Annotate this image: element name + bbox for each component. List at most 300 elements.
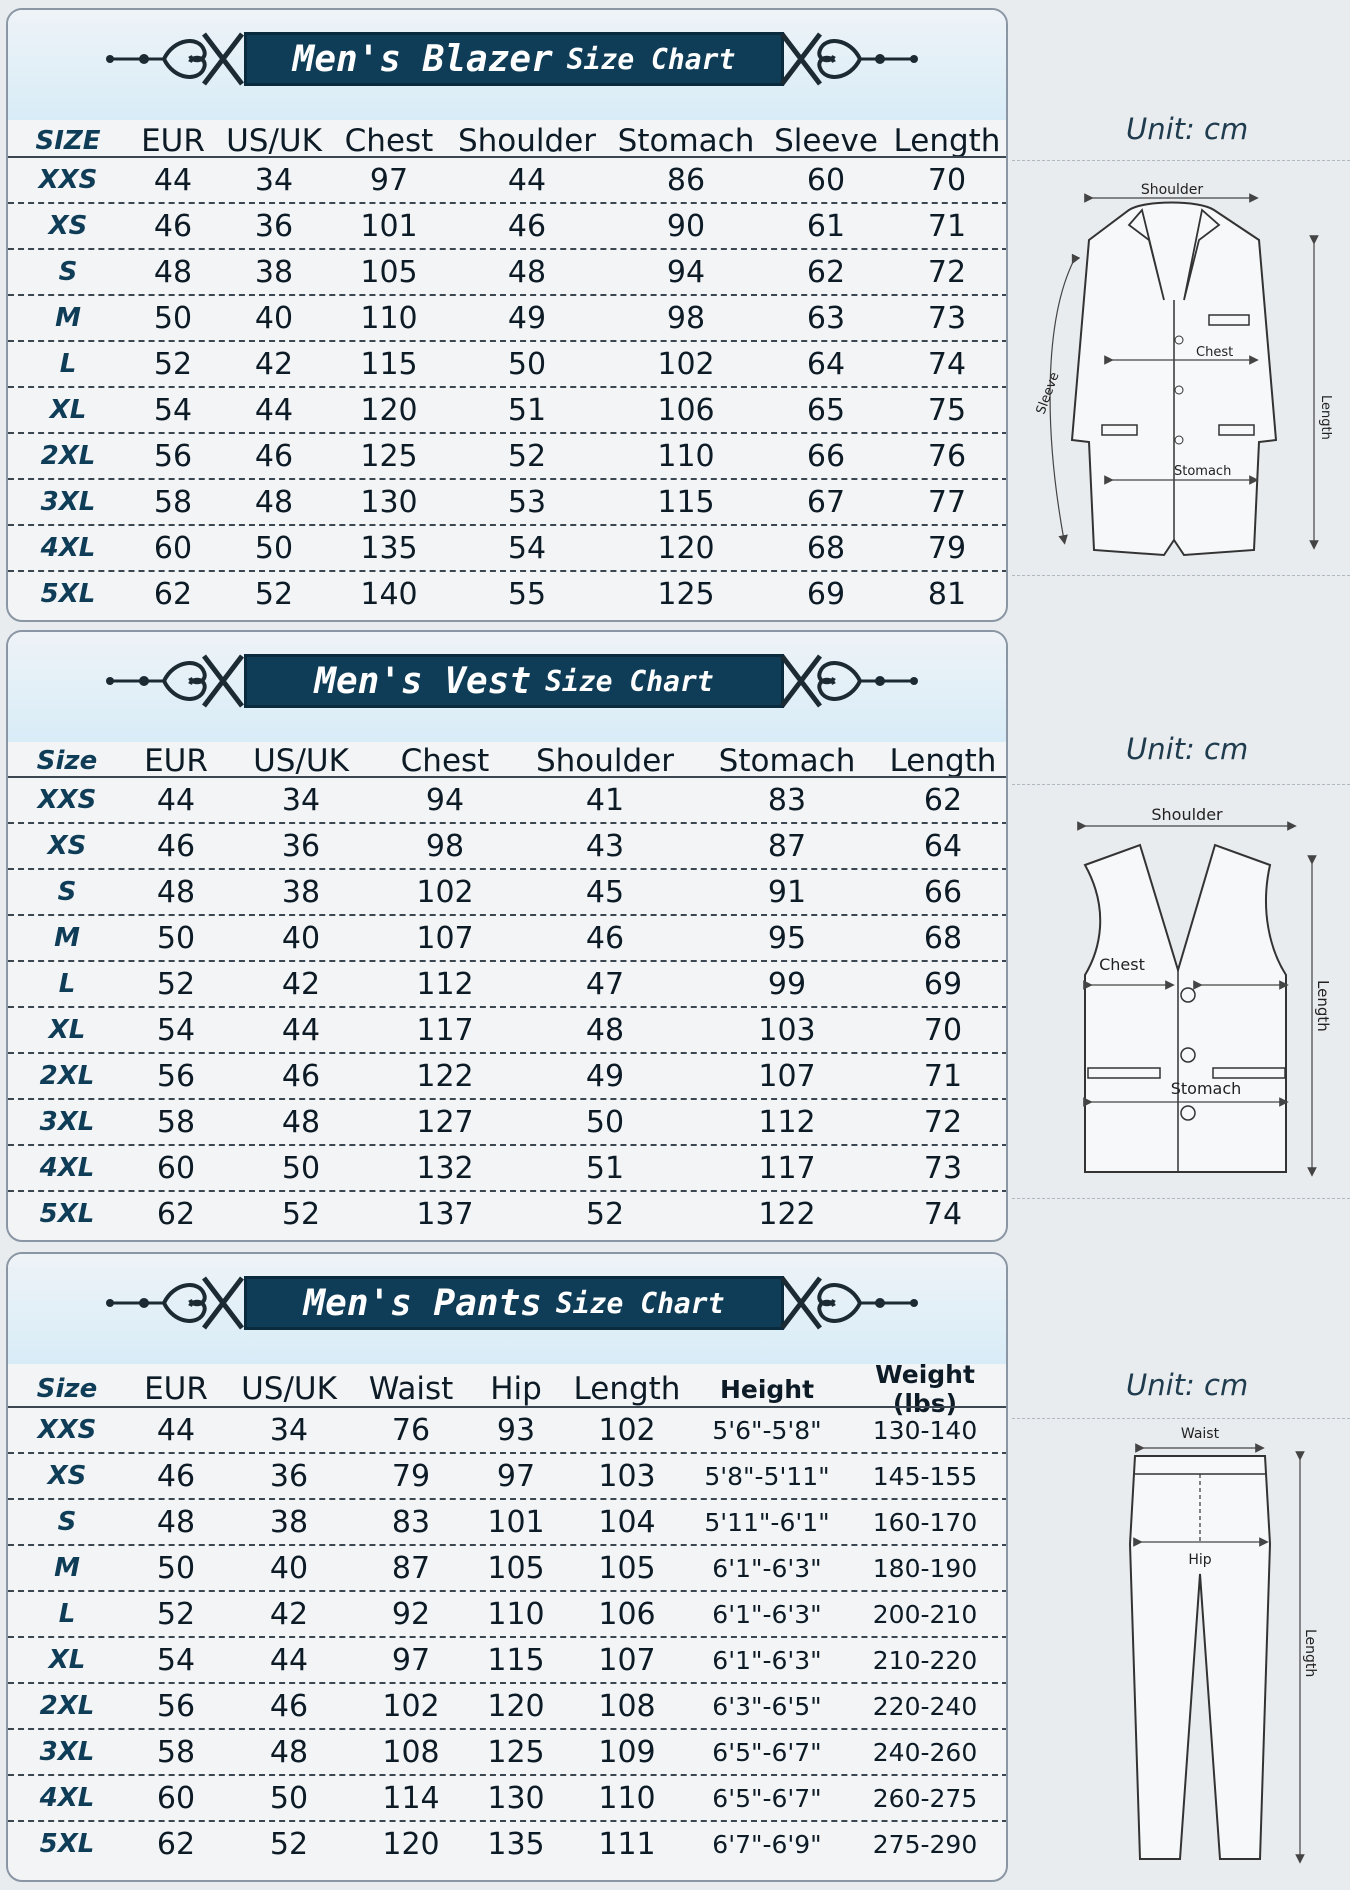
table-row	[8, 248, 1008, 294]
col-length: Length	[893, 123, 1001, 159]
table-cell: 52	[156, 1596, 196, 1632]
table-cell: 45	[585, 874, 625, 910]
table-cell: 103	[598, 1458, 656, 1494]
table-cell: 46	[585, 920, 625, 956]
table-cell: 48	[507, 254, 547, 290]
table-cell: 41	[585, 782, 625, 818]
table-cell: 54	[507, 530, 547, 566]
table-cell: 97	[391, 1642, 431, 1678]
table-cell: 180-190	[872, 1553, 978, 1583]
table-cell: 43	[585, 828, 625, 864]
table-cell: 60	[156, 1780, 196, 1816]
table-cell: 74	[923, 1196, 963, 1232]
table-cell: 111	[598, 1826, 656, 1862]
size-label: XL	[49, 395, 87, 425]
table-cell: 48	[269, 1734, 309, 1770]
table-cell: 65	[806, 392, 846, 428]
size-label: XS	[48, 211, 88, 241]
table-cell: 220-240	[872, 1691, 978, 1721]
size-label: S	[57, 877, 77, 907]
table-cell: 6'1"-6'3"	[712, 1553, 822, 1583]
vest-title: Men's Vest	[314, 660, 532, 702]
table-cell: 130	[360, 484, 418, 520]
pants-label-length: Length	[1302, 1629, 1318, 1678]
table-cell: 6'7"-6'9"	[712, 1829, 822, 1859]
table-cell: 62	[156, 1196, 196, 1232]
table-cell: 102	[657, 346, 715, 382]
table-cell: 61	[806, 208, 846, 244]
table-cell: 240-260	[872, 1737, 978, 1767]
blazer-label-sleeve: Sleeve	[1033, 370, 1063, 417]
table-cell: 115	[360, 346, 418, 382]
table-cell: 135	[487, 1826, 545, 1862]
table-cell: 50	[269, 1780, 309, 1816]
table-row	[8, 1406, 1008, 1452]
size-label: 2XL	[39, 1691, 95, 1721]
pants-label-hip: Hip	[1188, 1552, 1212, 1568]
table-row	[8, 1006, 1008, 1052]
table-cell: 6'5"-6'7"	[712, 1783, 822, 1813]
table-cell: 50	[156, 1550, 196, 1586]
table-cell: 114	[382, 1780, 440, 1816]
size-label: XL	[48, 1015, 86, 1045]
table-row	[8, 524, 1008, 570]
size-label: M	[54, 923, 80, 953]
table-cell: 44	[156, 782, 196, 818]
table-cell: 48	[153, 254, 193, 290]
pants-unit: Unit: cm	[1126, 1368, 1249, 1402]
table-cell: 34	[281, 782, 321, 818]
size-label: M	[55, 303, 81, 333]
table-cell: 107	[598, 1642, 656, 1678]
table-cell: 40	[269, 1550, 309, 1586]
table-cell: 107	[416, 920, 474, 956]
table-cell: 53	[507, 484, 547, 520]
table-cell: 93	[496, 1412, 536, 1448]
table-cell: 52	[507, 438, 547, 474]
table-cell: 44	[269, 1642, 309, 1678]
table-cell: 48	[254, 484, 294, 520]
table-cell: 48	[281, 1104, 321, 1140]
table-row	[8, 1098, 1008, 1144]
size-label: L	[58, 1599, 76, 1629]
vest-label-length: Length	[1314, 980, 1332, 1032]
table-cell: 92	[391, 1596, 431, 1632]
table-cell: 56	[153, 438, 193, 474]
table-cell: 122	[416, 1058, 474, 1094]
vest-table-body	[8, 776, 1008, 1236]
table-cell: 79	[927, 530, 967, 566]
size-label: 2XL	[40, 441, 96, 471]
blazer-label-chest: Chest	[1196, 345, 1234, 360]
table-cell: 110	[360, 300, 418, 336]
table-row	[8, 1498, 1008, 1544]
table-cell: 72	[927, 254, 967, 290]
table-cell: 51	[585, 1150, 625, 1186]
table-cell: 102	[416, 874, 474, 910]
table-cell: 46	[507, 208, 547, 244]
size-label: S	[57, 1507, 77, 1537]
pants-title: Men's Pants	[303, 1282, 542, 1324]
table-cell: 62	[153, 576, 193, 612]
col-shoulder: Shoulder	[535, 743, 675, 779]
size-label: XXS	[38, 165, 98, 195]
table-cell: 62	[156, 1826, 196, 1862]
table-cell: 91	[767, 874, 807, 910]
table-cell: 44	[254, 392, 294, 428]
table-cell: 49	[507, 300, 547, 336]
table-cell: 46	[269, 1688, 309, 1724]
size-label: XS	[47, 831, 87, 861]
vest-header	[8, 632, 1006, 742]
table-cell: 97	[369, 162, 409, 198]
table-cell: 40	[254, 300, 294, 336]
table-row	[8, 202, 1008, 248]
table-row	[8, 1774, 1008, 1820]
table-cell: 47	[585, 966, 625, 1002]
table-cell: 58	[156, 1104, 196, 1140]
table-row	[8, 294, 1008, 340]
table-cell: 117	[416, 1012, 474, 1048]
table-cell: 46	[153, 208, 193, 244]
col-usuk: US/UK	[253, 743, 349, 779]
table-cell: 48	[156, 1504, 196, 1540]
table-cell: 44	[507, 162, 547, 198]
vest-diagram-bottom-divider	[1012, 1198, 1350, 1199]
table-cell: 34	[254, 162, 294, 198]
size-label: 4XL	[40, 533, 96, 563]
table-cell: 109	[598, 1734, 656, 1770]
table-cell: 50	[156, 920, 196, 956]
table-cell: 73	[927, 300, 967, 336]
table-cell: 112	[416, 966, 474, 1002]
size-label: 3XL	[39, 1107, 95, 1137]
size-label: S	[58, 257, 78, 287]
table-cell: 115	[487, 1642, 545, 1678]
table-cell: 67	[806, 484, 846, 520]
table-cell: 210-220	[872, 1645, 978, 1675]
size-label: XXS	[37, 785, 97, 815]
table-cell: 110	[487, 1596, 545, 1632]
table-cell: 102	[598, 1412, 656, 1448]
table-cell: 52	[254, 576, 294, 612]
table-cell: 55	[507, 576, 547, 612]
col-usuk: US/UK	[241, 1371, 337, 1407]
table-cell: 52	[153, 346, 193, 382]
table-cell: 50	[254, 530, 294, 566]
table-row	[8, 822, 1008, 868]
table-cell: 90	[666, 208, 706, 244]
table-cell: 160-170	[872, 1507, 978, 1537]
table-row	[8, 432, 1008, 478]
vest-label-stomach: Stomach	[1170, 1079, 1242, 1098]
blazer-diagram	[1014, 170, 1334, 569]
table-cell: 97	[496, 1458, 536, 1494]
col-eur: EUR	[144, 743, 208, 779]
pants-header	[8, 1254, 1006, 1364]
table-row	[8, 1820, 1008, 1866]
table-cell: 46	[281, 1058, 321, 1094]
table-cell: 127	[416, 1104, 474, 1140]
flourish-left-icon	[104, 650, 244, 712]
vest-diagram-top-divider	[1012, 784, 1350, 785]
table-cell: 95	[767, 920, 807, 956]
table-cell: 60	[153, 530, 193, 566]
size-label: 2XL	[39, 1061, 95, 1091]
table-cell: 64	[923, 828, 963, 864]
table-cell: 66	[923, 874, 963, 910]
table-cell: 104	[598, 1504, 656, 1540]
table-cell: 50	[507, 346, 547, 382]
table-cell: 110	[657, 438, 715, 474]
blazer-unit: Unit: cm	[1126, 112, 1249, 146]
blazer-title-banner	[244, 32, 784, 86]
table-cell: 135	[360, 530, 418, 566]
vest-unit: Unit: cm	[1126, 732, 1249, 766]
table-cell: 83	[767, 782, 807, 818]
table-cell: 275-290	[872, 1829, 978, 1859]
col-length: Length	[889, 743, 997, 779]
col-shoulder: Shoulder	[457, 123, 597, 159]
table-cell: 52	[585, 1196, 625, 1232]
table-cell: 99	[767, 966, 807, 1002]
table-cell: 56	[156, 1058, 196, 1094]
size-label: 5XL	[39, 1199, 95, 1229]
table-cell: 69	[923, 966, 963, 1002]
size-label: XXS	[37, 1415, 97, 1445]
table-cell: 6'1"-6'3"	[712, 1645, 822, 1675]
table-cell: 63	[806, 300, 846, 336]
table-row	[8, 570, 1008, 616]
table-cell: 108	[598, 1688, 656, 1724]
table-cell: 54	[153, 392, 193, 428]
table-row	[8, 1190, 1008, 1236]
table-cell: 120	[487, 1688, 545, 1724]
table-cell: 48	[585, 1012, 625, 1048]
table-cell: 38	[254, 254, 294, 290]
table-cell: 46	[156, 1458, 196, 1494]
table-cell: 48	[156, 874, 196, 910]
table-cell: 62	[806, 254, 846, 290]
col-waist: Waist	[368, 1371, 454, 1407]
col-size: SIZE	[35, 126, 101, 156]
table-cell: 50	[281, 1150, 321, 1186]
table-cell: 122	[758, 1196, 816, 1232]
flourish-right-icon	[780, 28, 920, 90]
col-length: Length	[573, 1371, 681, 1407]
table-cell: 44	[281, 1012, 321, 1048]
table-cell: 83	[391, 1504, 431, 1540]
blazer-table-body	[8, 156, 1008, 616]
vest-title-banner	[244, 654, 784, 708]
table-cell: 79	[391, 1458, 431, 1494]
table-cell: 117	[758, 1150, 816, 1186]
table-cell: 77	[927, 484, 967, 520]
table-row	[8, 386, 1008, 432]
table-cell: 6'3"-6'5"	[712, 1691, 822, 1721]
table-cell: 112	[758, 1104, 816, 1140]
pants-table-body	[8, 1406, 1008, 1866]
table-cell: 71	[923, 1058, 963, 1094]
table-cell: 52	[281, 1196, 321, 1232]
table-cell: 106	[598, 1596, 656, 1632]
table-row	[8, 478, 1008, 524]
table-cell: 140	[360, 576, 418, 612]
table-row	[8, 1636, 1008, 1682]
table-cell: 200-210	[872, 1599, 978, 1629]
table-cell: 125	[487, 1734, 545, 1770]
table-cell: 76	[927, 438, 967, 474]
table-cell: 38	[281, 874, 321, 910]
table-cell: 44	[156, 1412, 196, 1448]
table-cell: 87	[391, 1550, 431, 1586]
table-cell: 105	[360, 254, 418, 290]
table-row	[8, 340, 1008, 386]
table-row	[8, 1728, 1008, 1774]
table-cell: 68	[806, 530, 846, 566]
table-cell: 52	[269, 1826, 309, 1862]
col-hip: Hip	[490, 1371, 542, 1407]
table-cell: 40	[281, 920, 321, 956]
table-cell: 86	[666, 162, 706, 198]
table-row	[8, 1052, 1008, 1098]
table-cell: 98	[425, 828, 465, 864]
size-label: L	[58, 969, 76, 999]
table-cell: 50	[153, 300, 193, 336]
table-cell: 69	[806, 576, 846, 612]
table-cell: 102	[382, 1688, 440, 1724]
table-cell: 56	[156, 1688, 196, 1724]
table-cell: 130-140	[872, 1415, 978, 1445]
size-label: XS	[47, 1461, 87, 1491]
table-cell: 106	[657, 392, 715, 428]
flourish-left-icon	[104, 1272, 244, 1334]
table-cell: 42	[254, 346, 294, 382]
table-cell: 120	[657, 530, 715, 566]
col-size: Size	[36, 746, 98, 776]
table-cell: 132	[416, 1150, 474, 1186]
size-label: 3XL	[39, 1737, 95, 1767]
vest-panel	[6, 630, 1008, 1242]
table-cell: 68	[923, 920, 963, 956]
col-usuk: US/UK	[226, 123, 322, 159]
table-cell: 72	[923, 1104, 963, 1140]
table-cell: 87	[767, 828, 807, 864]
table-cell: 105	[598, 1550, 656, 1586]
pants-title-sub: Size Chart	[555, 1286, 725, 1320]
table-cell: 81	[927, 576, 967, 612]
table-cell: 120	[382, 1826, 440, 1862]
table-cell: 42	[281, 966, 321, 1002]
table-cell: 70	[923, 1012, 963, 1048]
table-row	[8, 868, 1008, 914]
flourish-right-icon	[780, 1272, 920, 1334]
table-cell: 137	[416, 1196, 474, 1232]
col-stomach: Stomach	[718, 743, 856, 779]
vest-title-sub: Size Chart	[545, 664, 714, 698]
table-row	[8, 776, 1008, 822]
size-label: L	[59, 349, 77, 379]
size-label: 5XL	[39, 1829, 95, 1859]
col-height: Height	[719, 1374, 815, 1404]
table-cell: 6'5"-6'7"	[712, 1737, 822, 1767]
blazer-diagram-bottom-divider	[1012, 575, 1350, 576]
table-cell: 36	[254, 208, 294, 244]
table-cell: 36	[269, 1458, 309, 1494]
table-cell: 76	[391, 1412, 431, 1448]
table-cell: 5'11"-6'1"	[704, 1507, 830, 1537]
table-cell: 54	[156, 1012, 196, 1048]
table-cell: 5'6"-5'8"	[712, 1415, 822, 1445]
table-cell: 50	[585, 1104, 625, 1140]
col-sleeve: Sleeve	[774, 123, 878, 159]
size-label: 4XL	[39, 1783, 95, 1813]
col-eur: EUR	[141, 123, 205, 159]
table-cell: 110	[598, 1780, 656, 1816]
col-weight: Weight (lbs)	[875, 1360, 975, 1418]
table-cell: 108	[382, 1734, 440, 1770]
table-row	[8, 1144, 1008, 1190]
table-cell: 46	[156, 828, 196, 864]
table-row	[8, 1544, 1008, 1590]
table-cell: 46	[254, 438, 294, 474]
vest-diagram	[1060, 800, 1340, 1194]
table-cell: 52	[156, 966, 196, 1002]
table-cell: 36	[281, 828, 321, 864]
table-cell: 74	[927, 346, 967, 382]
table-cell: 44	[153, 162, 193, 198]
table-cell: 94	[425, 782, 465, 818]
col-chest: Chest	[344, 123, 434, 159]
table-cell: 60	[806, 162, 846, 198]
table-row	[8, 960, 1008, 1006]
table-cell: 6'1"-6'3"	[712, 1599, 822, 1629]
blazer-label-length: Length	[1318, 395, 1333, 440]
table-cell: 38	[269, 1504, 309, 1540]
table-row	[8, 1590, 1008, 1636]
size-label: 5XL	[40, 579, 96, 609]
table-cell: 70	[927, 162, 967, 198]
table-cell: 98	[666, 300, 706, 336]
blazer-diagram-top-divider	[1012, 160, 1350, 161]
table-cell: 49	[585, 1058, 625, 1094]
size-label: M	[54, 1553, 80, 1583]
col-size: Size	[36, 1374, 98, 1404]
table-row	[8, 1682, 1008, 1728]
table-cell: 64	[806, 346, 846, 382]
table-cell: 62	[923, 782, 963, 818]
pants-diagram	[1100, 1424, 1320, 1878]
vest-label-chest: Chest	[1099, 955, 1145, 974]
table-cell: 101	[487, 1504, 545, 1540]
flourish-right-icon	[780, 650, 920, 712]
size-label: 4XL	[39, 1153, 95, 1183]
table-row	[8, 156, 1008, 202]
table-row	[8, 1452, 1008, 1498]
flourish-left-icon	[104, 28, 244, 90]
table-cell: 58	[156, 1734, 196, 1770]
blazer-label-shoulder: Shoulder	[1140, 182, 1204, 198]
table-row	[8, 914, 1008, 960]
pants-title-banner	[244, 1276, 784, 1330]
table-cell: 130	[487, 1780, 545, 1816]
table-cell: 125	[360, 438, 418, 474]
table-cell: 101	[360, 208, 418, 244]
table-cell: 120	[360, 392, 418, 428]
pants-label-waist: Waist	[1180, 1426, 1220, 1442]
blazer-title: Men's Blazer	[292, 38, 553, 80]
col-stomach: Stomach	[617, 123, 755, 159]
